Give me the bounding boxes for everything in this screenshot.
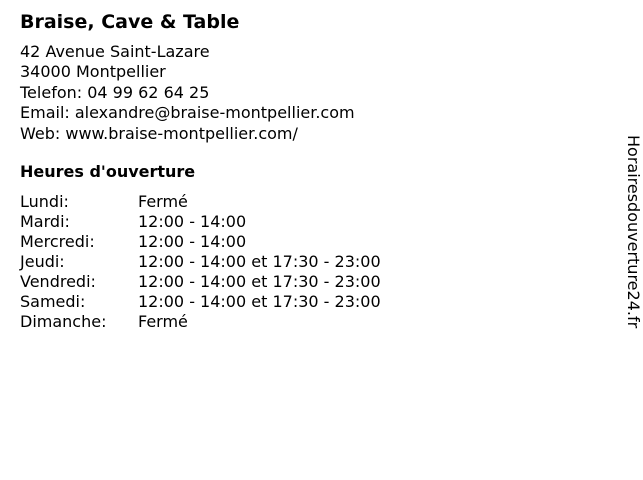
day-label: Dimanche: <box>20 312 107 332</box>
phone-line: Telefon: 04 99 62 64 25 <box>20 82 210 102</box>
web-line: Web: www.braise-montpellier.com/ <box>20 123 298 143</box>
day-hours: 12:00 - 14:00 et 17:30 - 23:00 <box>138 292 381 312</box>
day-label: Jeudi: <box>20 252 65 272</box>
hours-heading: Heures d'ouverture <box>20 162 196 182</box>
address-city: 34000 Montpellier <box>20 62 166 82</box>
day-label: Samedi: <box>20 292 86 312</box>
day-hours: Fermé <box>138 312 188 332</box>
hours-row-samedi <box>20 292 600 312</box>
hours-row-mercredi <box>20 232 600 252</box>
address-street: 42 Avenue Saint-Lazare <box>20 42 210 61</box>
day-label: Mardi: <box>20 212 70 232</box>
address-block <box>20 42 600 144</box>
day-hours: 12:00 - 14:00 et 17:30 - 23:00 <box>138 272 381 292</box>
day-hours: Fermé <box>138 192 188 212</box>
site-watermark: Horairesdouverture24.fr <box>624 135 643 329</box>
hours-row-mardi <box>20 212 600 232</box>
day-label: Lundi: <box>20 192 69 212</box>
day-hours: 12:00 - 14:00 <box>138 232 247 252</box>
email-line: Email: alexandre@braise-montpellier.com <box>20 103 355 123</box>
day-hours: 12:00 - 14:00 <box>138 212 247 232</box>
business-card <box>20 10 600 332</box>
hours-row-lundi <box>20 192 600 212</box>
day-label: Mercredi: <box>20 232 95 252</box>
day-label: Vendredi: <box>20 272 96 292</box>
hours-row-vendredi <box>20 272 600 292</box>
day-hours: 12:00 - 14:00 et 17:30 - 23:00 <box>138 252 381 272</box>
hours-row-dimanche <box>20 312 600 332</box>
hours-row-jeudi <box>20 252 600 272</box>
hours-table <box>20 192 600 332</box>
business-name: Braise, Cave & Table <box>20 11 240 33</box>
